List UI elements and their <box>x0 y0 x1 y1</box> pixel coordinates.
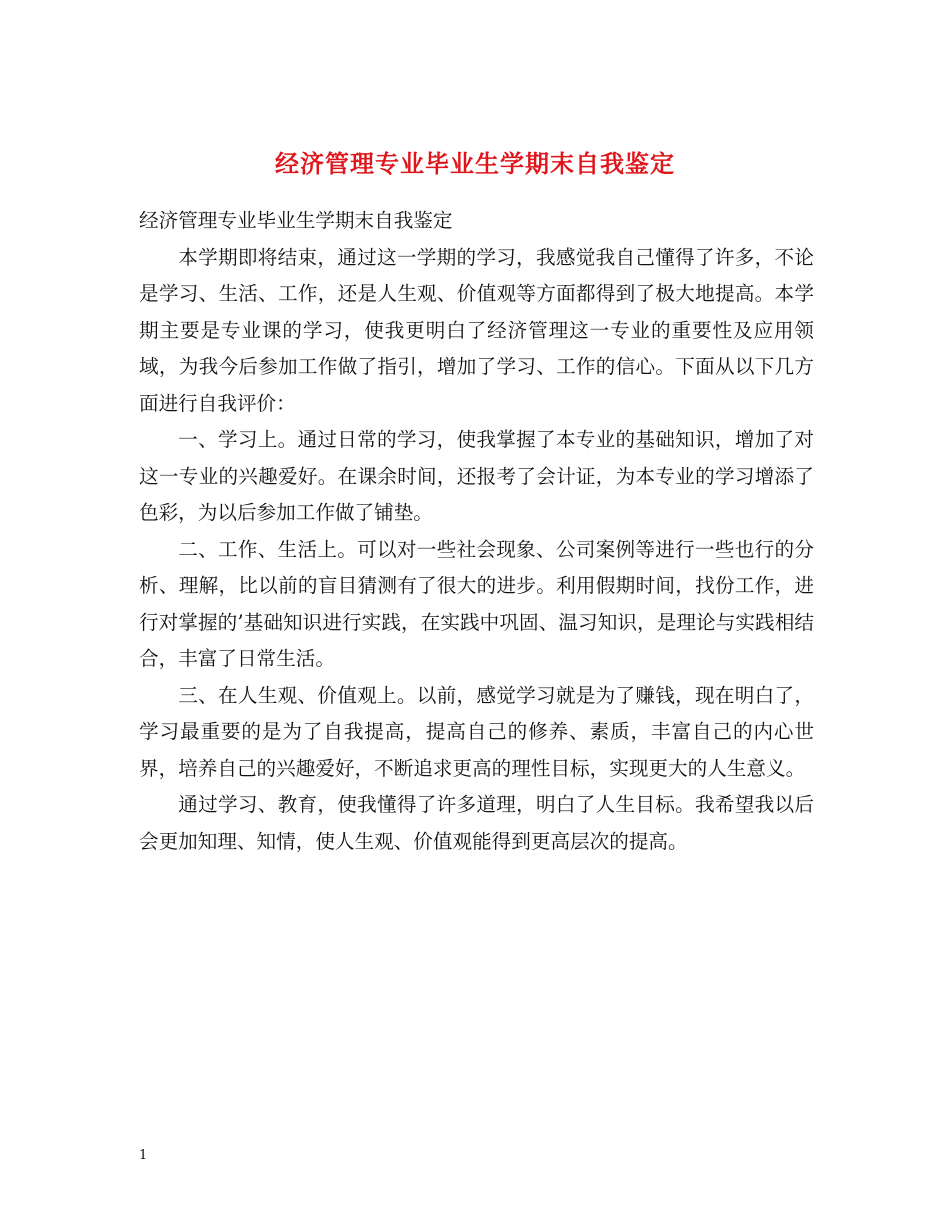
page-number: 1 <box>139 1148 148 1163</box>
paragraph-intro: 本学期即将结束，通过这一学期的学习，我感觉我自己懂得了许多，不论是学习、生活、工作，还是人生观、价值观等方面都得到了极大地提高。本学期主要是专业课的学习，使我更明白了经济管理这一专业的重要性及应用领域，为我今后参加工作做了指引，增加了学习、工作的信心。下面从以下几方面进行自我评价： <box>139 245 814 415</box>
paragraph-work-life: 二、工作、生活上。可以对一些社会现象、公司案例等进行一些也行的分析、理解，比以前的盲目猜测有了很大的进步。利用假期时间，找份工作，进行对掌握的’基础知识进行实践，在实践中巩固、温习知识，是理论与实践相结合，丰富了日常生活。 <box>139 537 814 670</box>
paragraph-values: 三、在人生观、价值观上。以前，感觉学习就是为了赚钱，现在明白了，学习最重要的是为了自我提高，提高自己的修养、素质，丰富自己的内心世界，培养自己的兴趣爱好，不断追求更高的理性目标，实现更大的人生意义。 <box>139 683 814 780</box>
document-title: 经济管理专业毕业生学期末自我鉴定 <box>275 149 675 179</box>
paragraph-conclusion: 通过学习、教育，使我懂得了许多道理，明白了人生目标。我希望我以后会更加知理、知情，使人生观、价值观能得到更高层次的提高。 <box>139 793 814 853</box>
document-body <box>139 203 814 860</box>
paragraph-study: 一、学习上。通过日常的学习，使我掌握了本专业的基础知识，增加了对这一专业的兴趣爱好。在课余时间，还报考了会计证，为本专业的学习增添了色彩，为以后参加工作做了铺垫。 <box>139 428 814 524</box>
document-subtitle: 经济管理专业毕业生学期末自我鉴定 <box>139 209 453 232</box>
